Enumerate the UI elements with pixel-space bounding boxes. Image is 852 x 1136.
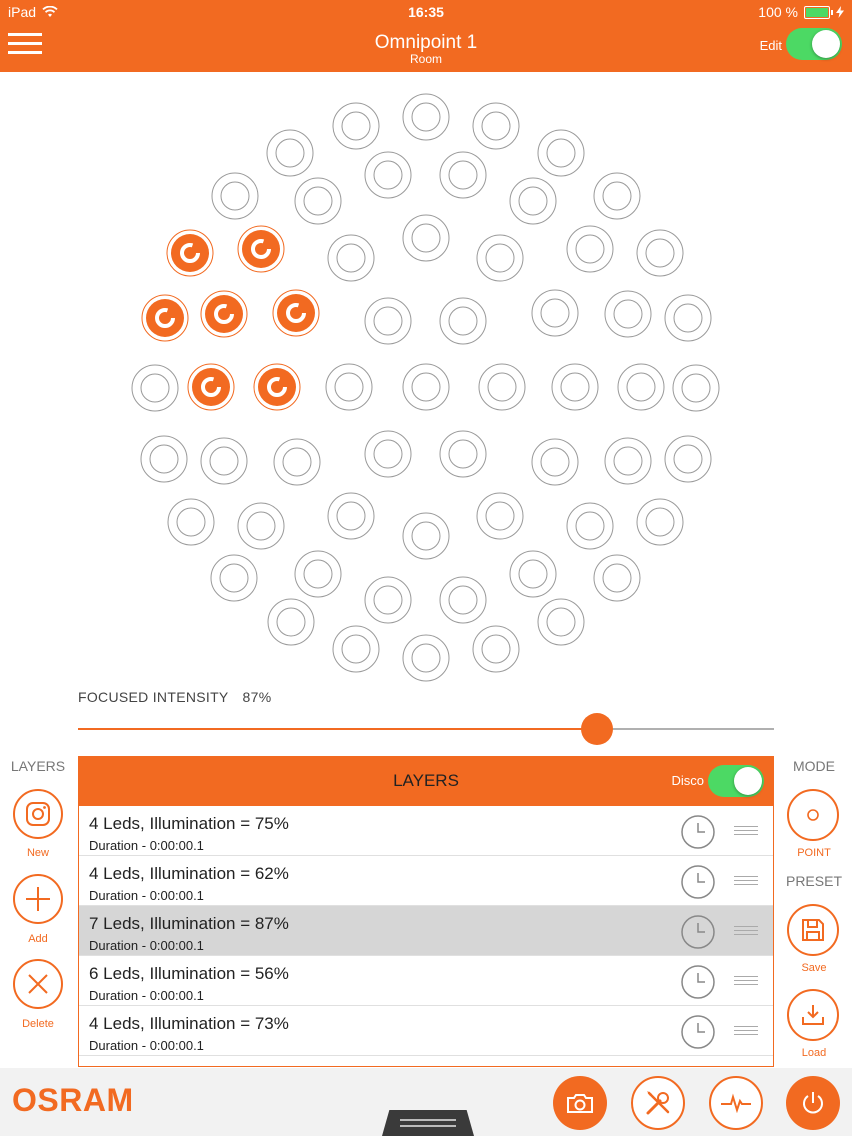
led-active[interactable] [188, 364, 234, 410]
preset-heading: PRESET [785, 873, 842, 889]
led[interactable] [168, 499, 214, 545]
led[interactable] [403, 635, 449, 681]
delete-layer-label: Delete [22, 1018, 54, 1030]
led[interactable] [567, 503, 613, 549]
close-icon [26, 972, 50, 996]
intensity-label-text: FOCUSED INTENSITY [78, 689, 229, 705]
led[interactable] [333, 626, 379, 672]
led[interactable] [440, 152, 486, 198]
led-active[interactable] [142, 295, 188, 341]
load-preset-button[interactable] [787, 989, 839, 1041]
drag-handle-icon[interactable] [734, 826, 758, 838]
led[interactable] [477, 235, 523, 281]
drag-handle-icon[interactable] [734, 1026, 758, 1038]
layer-row[interactable] [79, 1006, 773, 1056]
pulse-button[interactable] [709, 1076, 763, 1130]
slider-thumb[interactable] [581, 713, 613, 745]
led[interactable] [403, 364, 449, 410]
layer-title: 7 Leds, Illumination = 87% [89, 914, 289, 933]
disco-label: Disco [671, 773, 704, 788]
clock-icon[interactable] [680, 864, 716, 900]
layers-header [78, 756, 774, 806]
tools-button[interactable] [631, 1076, 685, 1130]
led[interactable] [365, 431, 411, 477]
led[interactable] [211, 555, 257, 601]
led[interactable] [637, 230, 683, 276]
led[interactable] [141, 436, 187, 482]
led[interactable] [532, 290, 578, 336]
led[interactable] [538, 130, 584, 176]
device-name: iPad [8, 4, 37, 20]
led[interactable] [295, 178, 341, 224]
layer-duration: Duration - 0:00:00.1 [89, 838, 204, 853]
add-layer-button[interactable] [13, 874, 63, 924]
layer-duration: Duration - 0:00:00.1 [89, 888, 204, 903]
led[interactable] [328, 493, 374, 539]
led[interactable] [333, 103, 379, 149]
mode-point-label: POINT [797, 847, 831, 859]
layer-duration: Duration - 0:00:00.1 [89, 1038, 204, 1053]
led[interactable] [403, 513, 449, 559]
led[interactable] [665, 295, 711, 341]
disco-toggle-knob [734, 767, 762, 795]
bottom-bar [0, 1068, 852, 1136]
led[interactable] [440, 431, 486, 477]
top-bar [0, 0, 852, 72]
clock-icon[interactable] [680, 914, 716, 950]
intensity-value: 87% [242, 689, 272, 705]
battery-level [806, 8, 828, 17]
led-active[interactable] [238, 226, 284, 272]
led[interactable] [637, 499, 683, 545]
layers-panel [78, 756, 774, 1068]
led[interactable] [295, 551, 341, 597]
pulse-icon [720, 1093, 752, 1113]
led[interactable] [440, 577, 486, 623]
save-floppy-icon [800, 917, 826, 943]
power-button[interactable] [786, 1076, 840, 1130]
layers-title: LAYERS [393, 771, 459, 790]
layer-title: 4 Leds, Illumination = 73% [89, 1014, 289, 1033]
intensity-slider[interactable] [78, 712, 774, 744]
led[interactable] [510, 178, 556, 224]
charging-icon [836, 6, 844, 18]
led[interactable] [605, 291, 651, 337]
led[interactable] [618, 364, 664, 410]
add-layer-label: Add [28, 933, 48, 945]
led[interactable] [605, 438, 651, 484]
point-icon [806, 808, 820, 822]
layer-row-partial[interactable] [79, 1056, 773, 1067]
save-preset-label: Save [801, 962, 827, 974]
led[interactable] [212, 173, 258, 219]
drag-handle-icon[interactable] [734, 976, 758, 988]
layer-duration: Duration - 0:00:00.1 [89, 988, 204, 1003]
download-icon [800, 1002, 826, 1028]
layers-list[interactable] [78, 806, 774, 1067]
edit-toggle-knob [812, 30, 840, 58]
osram-logo: OSRAM [12, 1082, 134, 1118]
clock-icon[interactable] [680, 1014, 716, 1050]
drag-handle-icon[interactable] [734, 926, 758, 938]
page-subtitle: Room [409, 52, 442, 66]
instagram-camera-icon [25, 801, 51, 827]
disco-toggle[interactable] [708, 765, 764, 797]
led[interactable] [673, 365, 719, 411]
layer-row[interactable] [79, 806, 773, 856]
clock-icon[interactable] [680, 964, 716, 1000]
led[interactable] [328, 235, 374, 281]
layer-duration: Duration - 0:00:00.1 [89, 938, 204, 953]
led-active[interactable] [273, 290, 319, 336]
layer-title: 4 Leds, Illumination = 62% [89, 864, 289, 883]
led[interactable] [473, 103, 519, 149]
battery-icon [804, 6, 830, 19]
led-grid [0, 72, 852, 684]
mode-heading: MODE [793, 758, 835, 774]
tools-icon [643, 1088, 673, 1118]
led[interactable] [538, 599, 584, 645]
led[interactable] [477, 493, 523, 539]
led[interactable] [552, 364, 598, 410]
clock-icon[interactable] [680, 814, 716, 850]
led[interactable] [510, 551, 556, 597]
led-active[interactable] [254, 364, 300, 410]
led[interactable] [365, 298, 411, 344]
led[interactable] [532, 439, 578, 485]
led[interactable] [594, 555, 640, 601]
new-layer-label: New [26, 847, 49, 859]
layers-side-heading: LAYERS [10, 758, 66, 774]
layer-row[interactable] [79, 956, 773, 1006]
led[interactable] [403, 94, 449, 140]
status-right [758, 4, 844, 20]
page-title: Omnipoint 1 [374, 32, 478, 53]
led[interactable] [403, 215, 449, 261]
led[interactable] [567, 226, 613, 272]
edit-toggle[interactable] [786, 28, 842, 60]
camera-icon [566, 1092, 594, 1114]
led[interactable] [268, 599, 314, 645]
layer-title: 6 Leds, Illumination = 56% [89, 964, 289, 983]
delete-layer-button[interactable] [13, 959, 63, 1009]
mode-point-button[interactable] [787, 789, 839, 841]
layer-row[interactable] [79, 856, 773, 906]
led[interactable] [365, 577, 411, 623]
led[interactable] [473, 626, 519, 672]
home-handle[interactable] [382, 1110, 474, 1136]
led[interactable] [201, 438, 247, 484]
led[interactable] [274, 439, 320, 485]
led[interactable] [267, 130, 313, 176]
layer-title: 4 Leds, Illumination = 75% [89, 814, 289, 833]
led[interactable] [665, 436, 711, 482]
load-preset-label: Load [801, 1047, 827, 1059]
power-icon [800, 1090, 826, 1116]
camera-button[interactable] [553, 1076, 607, 1130]
battery-percent: 100 % [758, 4, 798, 20]
led[interactable] [479, 364, 525, 410]
plus-icon [24, 885, 52, 913]
new-layer-button[interactable] [13, 789, 63, 839]
layer-row-selected[interactable] [79, 906, 773, 956]
status-time: 16:35 [408, 4, 444, 20]
led-active[interactable] [167, 230, 213, 276]
drag-handle-icon[interactable] [734, 876, 758, 888]
led[interactable] [238, 503, 284, 549]
led[interactable] [440, 298, 486, 344]
led[interactable] [594, 173, 640, 219]
led[interactable] [365, 152, 411, 198]
led-active[interactable] [201, 291, 247, 337]
save-preset-button[interactable] [787, 904, 839, 956]
led[interactable] [132, 365, 178, 411]
led[interactable] [326, 364, 372, 410]
edit-label: Edit [759, 38, 782, 53]
slider-fill [78, 728, 597, 730]
intensity-label [78, 689, 271, 705]
